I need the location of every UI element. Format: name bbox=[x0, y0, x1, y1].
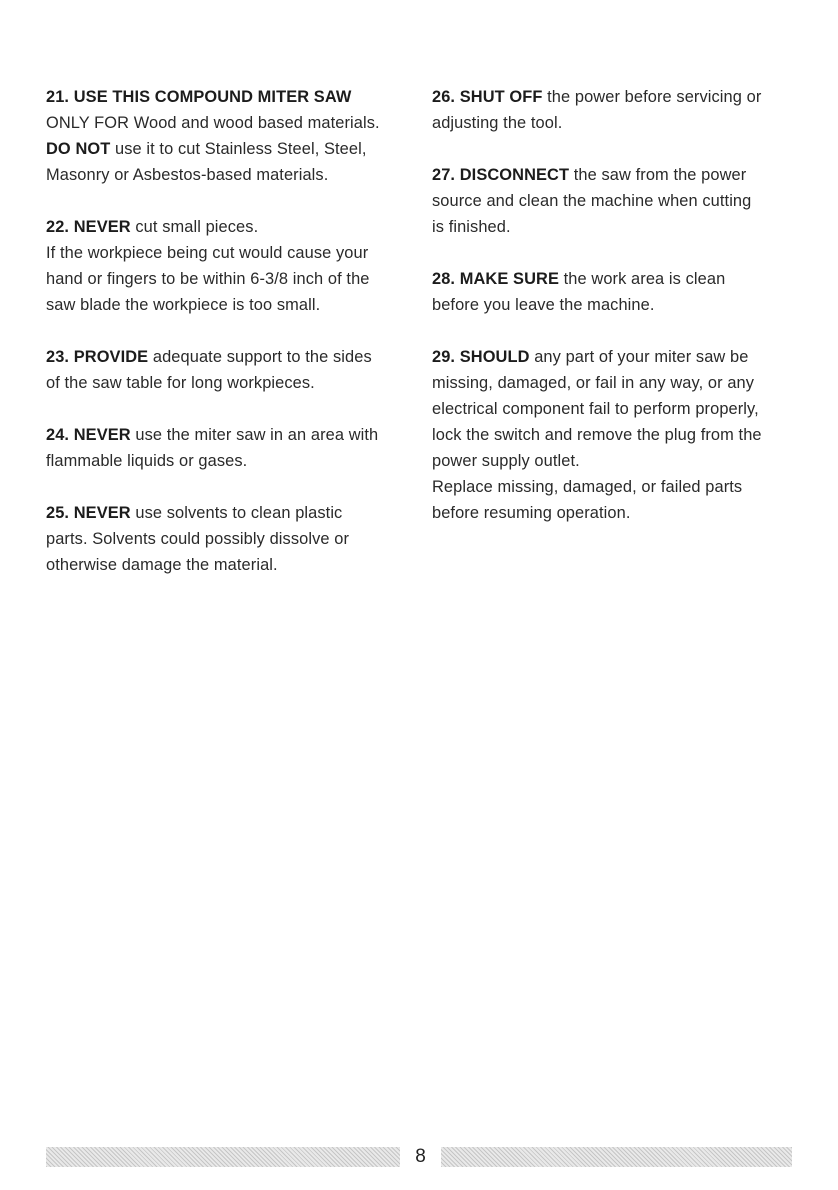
instruction-first-line bbox=[432, 266, 804, 292]
instruction-23 bbox=[46, 344, 418, 396]
instruction-line: saw blade the workpiece is too small. bbox=[46, 296, 321, 314]
instruction-heading-rest: the work area is clean bbox=[559, 270, 726, 288]
instruction-heading-rest: adequate support to the sides bbox=[148, 348, 372, 366]
instruction-heading: 21. USE THIS COMPOUND MITER SAW bbox=[46, 88, 352, 106]
instruction-line-rest: use it to cut Stainless Steel, Steel, bbox=[110, 140, 367, 158]
instruction-heading: 23. PROVIDE bbox=[46, 348, 149, 366]
instruction-heading-rest: the saw from the power bbox=[569, 166, 747, 184]
instruction-first-line bbox=[46, 422, 418, 448]
instruction-24 bbox=[46, 422, 418, 474]
instruction-heading-rest: the power before servicing or bbox=[542, 88, 762, 106]
instruction-line: electrical component fail to perform properly, bbox=[432, 400, 759, 418]
instruction-22 bbox=[46, 214, 418, 318]
footer-hatch-bar-right bbox=[441, 1147, 792, 1167]
instruction-heading: 25. NEVER bbox=[46, 504, 131, 522]
instruction-heading: 22. NEVER bbox=[46, 218, 131, 236]
instruction-line: hand or fingers to be within 6-3/8 inch of the bbox=[46, 270, 370, 288]
instruction-heading: 26. SHUT OFF bbox=[432, 88, 543, 106]
instruction-heading: 24. NEVER bbox=[46, 426, 131, 444]
instruction-heading: 28. MAKE SURE bbox=[432, 270, 559, 288]
instruction-first-line bbox=[46, 214, 418, 240]
instruction-line: before you leave the machine. bbox=[432, 296, 655, 314]
instruction-29 bbox=[432, 344, 804, 526]
instruction-heading-rest: any part of your miter saw be bbox=[529, 348, 749, 366]
instruction-line bbox=[46, 136, 418, 162]
instruction-line: parts. Solvents could possibly dissolve or bbox=[46, 530, 350, 548]
instruction-line: Replace missing, damaged, or failed parts bbox=[432, 478, 743, 496]
instruction-first-line bbox=[46, 344, 418, 370]
instruction-first-line bbox=[432, 162, 804, 188]
do-not-emphasis: DO NOT bbox=[46, 140, 111, 158]
instruction-line: otherwise damage the material. bbox=[46, 556, 278, 574]
instruction-21 bbox=[46, 84, 418, 188]
instruction-line: If the workpiece being cut would cause your bbox=[46, 244, 369, 262]
instruction-line: ONLY FOR Wood and wood based materials. bbox=[46, 114, 380, 132]
instruction-line: Masonry or Asbestos-based materials. bbox=[46, 166, 329, 184]
instruction-line: lock the switch and remove the plug from the bbox=[432, 426, 762, 444]
instruction-line: missing, damaged, or fail in any way, or any bbox=[432, 374, 755, 392]
instruction-27 bbox=[432, 162, 804, 240]
instruction-heading: 29. SHOULD bbox=[432, 348, 530, 366]
instruction-first-line bbox=[432, 344, 804, 370]
instruction-heading: 27. DISCONNECT bbox=[432, 166, 570, 184]
instruction-heading-rest: use the miter saw in an area with bbox=[130, 426, 379, 444]
instruction-line: is finished. bbox=[432, 218, 511, 236]
instruction-heading-rest: use solvents to clean plastic bbox=[130, 504, 343, 522]
instruction-line: adjusting the tool. bbox=[432, 114, 563, 132]
instruction-line: power supply outlet. bbox=[432, 452, 580, 470]
instruction-first-line bbox=[432, 84, 804, 110]
instruction-heading-rest: cut small pieces. bbox=[130, 218, 259, 236]
page-number: 8 bbox=[415, 1146, 426, 1167]
instruction-first-line bbox=[46, 500, 418, 526]
instruction-line: source and clean the machine when cutting bbox=[432, 192, 752, 210]
instruction-line: of the saw table for long workpieces. bbox=[46, 374, 315, 392]
footer-hatch-bar-left bbox=[46, 1147, 400, 1167]
page-footer bbox=[46, 1145, 792, 1169]
instruction-line: flammable liquids or gases. bbox=[46, 452, 248, 470]
left-column bbox=[46, 84, 418, 604]
instruction-line: before resuming operation. bbox=[432, 504, 631, 522]
instruction-26 bbox=[432, 84, 804, 136]
right-column bbox=[432, 84, 804, 552]
instruction-25 bbox=[46, 500, 418, 578]
instruction-28 bbox=[432, 266, 804, 318]
